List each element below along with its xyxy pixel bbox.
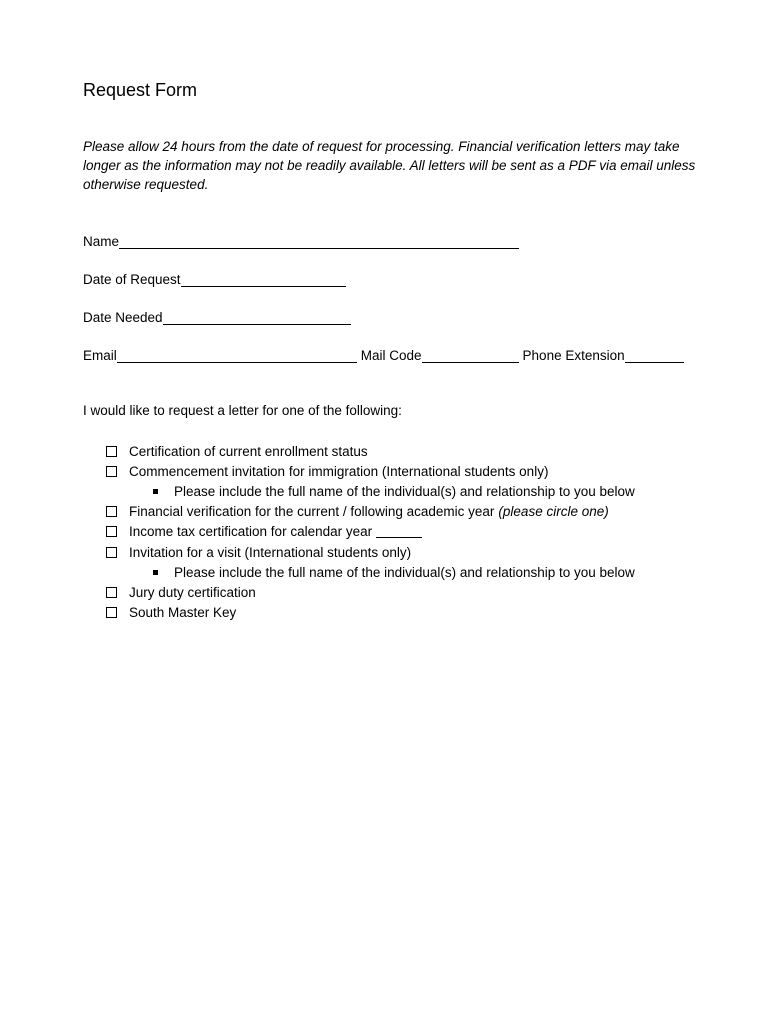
- option-visit-note: [106, 562, 635, 582]
- option-visit-label: Invitation for a visit (International students only): [129, 544, 412, 560]
- date-needed-row: [83, 309, 351, 327]
- intro-paragraph: Please allow 24 hours from the date of request for processing. Financial verification letters may take longer as the information may not be readily available. All letters will be sent as a PDF via email unless otherwise requested.: [83, 139, 696, 192]
- phone-extension-blank[interactable]: [625, 348, 684, 363]
- checkbox-visit[interactable]: [106, 547, 117, 558]
- commencement-note-text: Please include the full name of the individual(s) and relationship to you below: [174, 483, 635, 499]
- option-master-key-label: South Master Key: [129, 605, 237, 621]
- mail-code-blank[interactable]: [422, 348, 519, 363]
- checkbox-financial[interactable]: [106, 506, 117, 517]
- option-commencement: [106, 461, 635, 481]
- checkbox-master-key[interactable]: [106, 607, 117, 618]
- option-enrollment: [106, 441, 635, 461]
- option-enrollment-label: Certification of current enrollment status: [129, 443, 368, 459]
- date-of-request-row: [83, 271, 346, 289]
- date-needed-blank[interactable]: [163, 310, 351, 325]
- checkbox-commencement[interactable]: [106, 466, 117, 477]
- bullet-icon: [153, 489, 158, 494]
- phone-extension-label: Phone Extension: [522, 348, 625, 363]
- option-income-tax: [106, 522, 635, 542]
- option-commencement-label: Commencement invitation for immigration (International students only): [129, 463, 549, 479]
- bullet-icon: [153, 570, 158, 575]
- option-financial-note: (please circle one): [498, 504, 609, 520]
- name-blank[interactable]: [119, 234, 519, 249]
- checkbox-jury[interactable]: [106, 587, 117, 598]
- option-income-tax-label: Income tax certification for calendar year: [129, 524, 373, 540]
- checkbox-income-tax[interactable]: [106, 526, 117, 537]
- mail-code-label: Mail Code: [360, 348, 422, 363]
- checkbox-enrollment[interactable]: [106, 446, 117, 457]
- email-blank[interactable]: [117, 348, 357, 363]
- option-visit: [106, 542, 635, 562]
- date-of-request-blank[interactable]: [181, 272, 346, 287]
- option-jury-label: Jury duty certification: [129, 584, 256, 600]
- option-jury: [106, 582, 635, 602]
- option-financial: [106, 502, 635, 522]
- page-title: Request Form: [83, 80, 198, 100]
- contact-row: [83, 347, 684, 365]
- option-master-key: [106, 603, 635, 623]
- calendar-year-blank[interactable]: [376, 525, 422, 538]
- email-label: Email: [83, 348, 117, 363]
- option-commencement-note: [106, 481, 635, 501]
- request-options-list: [106, 441, 635, 623]
- name-label: Name: [83, 234, 120, 249]
- request-lead-text: I would like to request a letter for one of the following:: [83, 403, 402, 418]
- option-financial-label: Financial verification for the current / following academic year: [129, 504, 495, 520]
- visit-note-text: Please include the full name of the individual(s) and relationship to you below: [174, 564, 635, 580]
- date-needed-label: Date Needed: [83, 310, 163, 325]
- date-of-request-label: Date of Request: [83, 272, 181, 287]
- name-field-row: [83, 233, 519, 251]
